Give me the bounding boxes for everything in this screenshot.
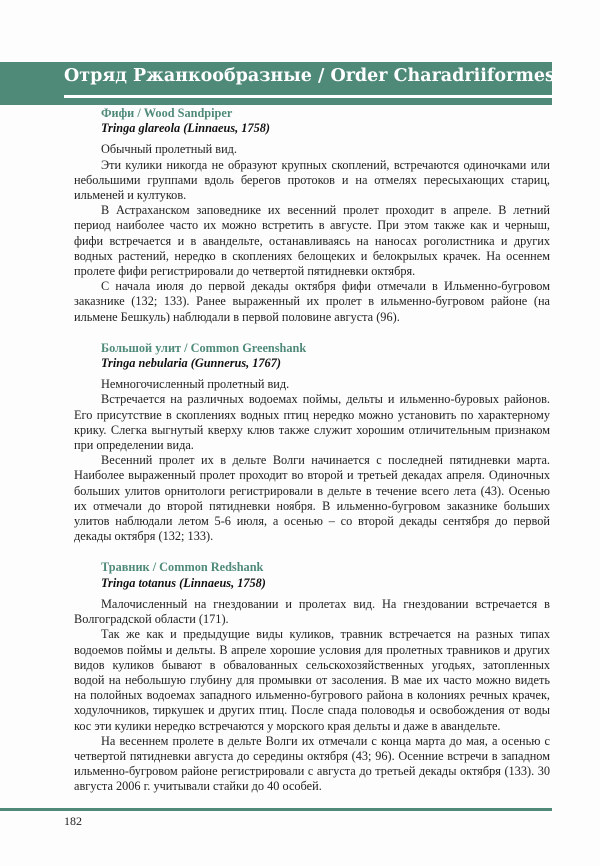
species-entry-common-greenshank [74, 341, 550, 545]
species-entry-wood-sandpiper [74, 106, 550, 325]
species-description [74, 377, 550, 544]
species-latin-name: Tringa nebularia (Gunnerus, 1767) [101, 356, 281, 371]
species-latin-name: Tringa totanus (Linnaeus, 1758) [101, 575, 266, 590]
paragraph: На весеннем пролете в дельте Волги их отмечали с конца марта до мая, а осенью с четвертой пятидневки августа до середины октября (43; 96). Осенние встречи в западном ильменно-бугровом районе регистрировали с августа до третьей декады октября (133). 30 августа 2006 г. учитывали стайки до 40 особей. [74, 733, 550, 794]
paragraph: Так же как и предыдущие виды куликов, травник встречается на разных типах водоемов поймы и дельты. В апреле хорошие условия для пролетных травников и других видов куликов бывают в обвалованных сельскохозяйственных угодьях, затопленных водой на небольшую глубину для промывки от засоления. В мае их часто можно видеть на полойных водоемах западного ильменно-бугрового района в колониях речных крачек, ходулочников, тиркушек и других птиц. После спада половодья и освобождения от воды кос эти кулики нередко встречаются у морского края дельты и даже в авандельте. [74, 627, 550, 733]
species-latin-name: Tringa glareola (Linnaeus, 1758) [101, 121, 270, 136]
paragraph: Обычный пролетный вид. [101, 142, 237, 157]
page-number: 182 [64, 814, 82, 828]
page-title: Отряд Ржанкообразные / Order Charadriiformes [64, 66, 555, 86]
paragraph: Малочисленный на гнездовании и пролетах вид. На гнездовании встречается в Волгоградской области (171). [74, 596, 550, 627]
paragraph: Весенний пролет их в дельте Волги начинается с последней пятидневки марта. Наиболее выраженный пролет проходит во второй и третьей декадах апреля. Одиночных больших улитов орнитологи регистрировали в дельте в течение всего лета (43). Осенью их отмечали до второй пятидневки ноября. В ильменно-бугровом заказнике больших улитов наблюдали летом 5-6 июля, а осенью – со второй декады сентября до первой декады октября (132; 133). [74, 453, 550, 544]
species-entry-common-redshank [74, 560, 550, 794]
species-description [74, 597, 550, 795]
page-content [74, 106, 550, 795]
paragraph: Эти кулики никогда не образуют крупных скоплений, встречаются одиночками или небольшими группами вдоль берегов протоков и на отмелях пересыхающих стариц, ильменей и култуков. [74, 157, 550, 203]
species-description [74, 142, 550, 324]
species-common-name: Травник / Common Redshank [101, 560, 264, 575]
paragraph: С начала июля до первой декады октября фифи отмечали в Ильменно-бугровом заказнике (132; 133). Ранее выраженный их пролет в ильменно-бугровом районе (на ильмене Бешкуль) наблюдали в первой половине августа (96). [74, 279, 550, 324]
paragraph: Немногочисленный пролетный вид. [101, 377, 290, 392]
footer-divider [0, 808, 552, 811]
header-divider [64, 95, 552, 98]
species-common-name: Фифи / Wood Sandpiper [101, 106, 233, 120]
paragraph: В Астраханском заповеднике их весенний пролет проходит в апреле. В летний период наиболее часто их можно встретить в августе. При этом также как и черныш, фифи встречается и в авандельте, останавливаясь на наносах роголистника и других водных растений, нередко в скоплениях белощеких и белокрылых крачек. На осеннем пролете фифи регистрировали до четвертой пятидневки октября. [74, 203, 550, 279]
species-common-name: Большой улит / Common Greenshank [101, 340, 307, 355]
paragraph: Встречается на различных водоемах поймы, дельты и ильменно-буровых районов. Его присутствие в скоплениях водных птиц нередко можно установить по характерному крику. Слегка выгнутый кверху клюв также служит хорошим отличительным признаком при определении вида. [74, 392, 550, 453]
